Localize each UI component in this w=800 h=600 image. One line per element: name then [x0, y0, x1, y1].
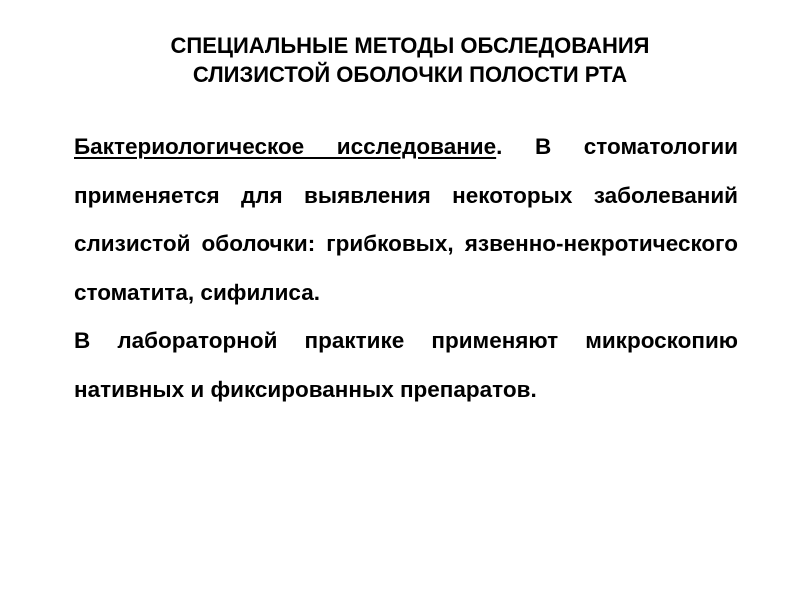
slide-body: [74, 123, 738, 414]
slide-title-line-1: СПЕЦИАЛЬНЫЕ МЕТОДЫ ОБСЛЕДОВАНИЯ: [170, 33, 650, 58]
slide-title-line-2: СЛИЗИСТОЙ ОБОЛОЧКИ ПОЛОСТИ РТА: [192, 62, 628, 87]
paragraph-bacteriological: [74, 123, 738, 317]
paragraph-1-text: . В стоматологии применяется для выявления некоторых заболеваний слизистой оболочки: грибковых, язвенно-некротического стоматита, сифилиса.: [74, 134, 738, 305]
lead-term: Бактериологическое исследование: [74, 134, 497, 159]
slide-title: [60, 31, 760, 89]
paragraph-laboratory: В лабораторной практике применяют микроскопию нативных и фиксированных препаратов.: [74, 328, 738, 402]
